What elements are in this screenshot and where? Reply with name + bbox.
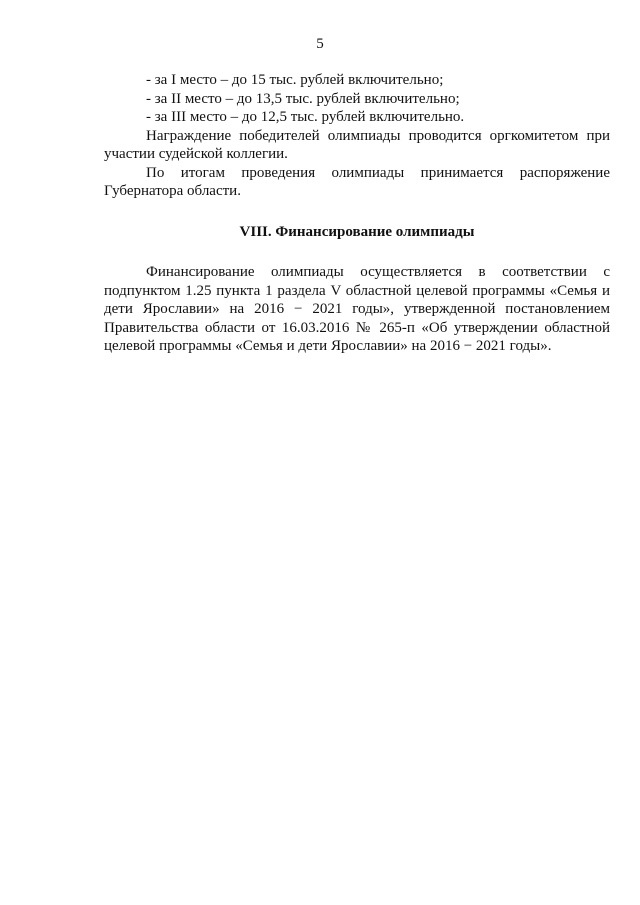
- paragraph-governor-order: По итогам проведения олимпиады принимается распоряжение Губернатора области.: [104, 164, 610, 199]
- award-item-second-place: - за II место – до 13,5 тыс. рублей включительно;: [146, 90, 460, 107]
- document-body: [104, 71, 610, 356]
- paragraph-financing: Финансирование олимпиады осуществляется в соответствии с подпунктом 1.25 пункта 1 раздела V областной целевой программы «Семья и дети Ярославии» на 2016 − 2021 годы», утвержденной постановлением Правительства области от 16.03.2016 № 265-п «Об утверждении областной целевой программы «Семья и дети Ярославии» на 2016 − 2021 годы».: [104, 264, 610, 354]
- paragraph-award-ceremony: Награждение победителей олимпиады проводится оргкомитетом при участии судейской коллегии.: [104, 127, 610, 162]
- section-heading-financing: VIII. Финансирование олимпиады: [239, 223, 475, 240]
- page-number: 5: [316, 36, 324, 52]
- award-item-third-place: - за III место – до 12,5 тыс. рублей включительно.: [146, 109, 465, 125]
- award-item-first-place: - за I место – до 15 тыс. рублей включительно;: [146, 72, 444, 88]
